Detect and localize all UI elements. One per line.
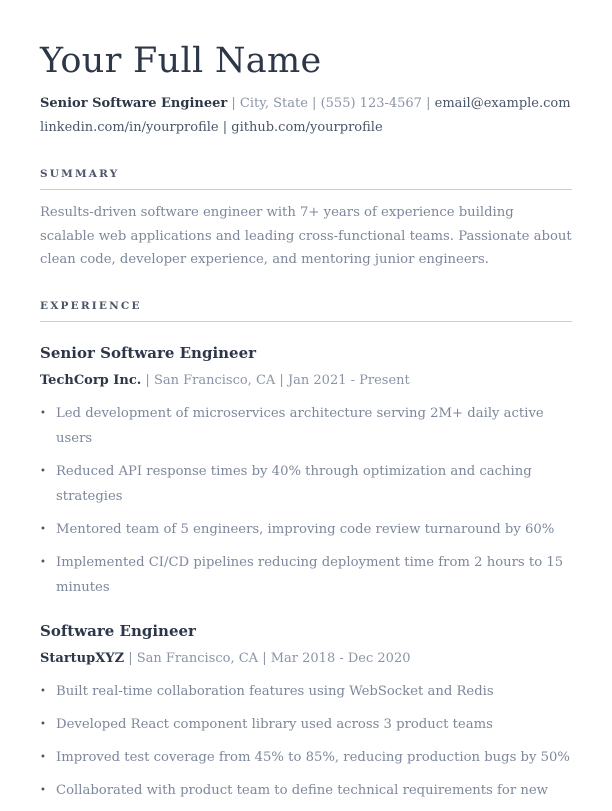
separator: |: [227, 96, 240, 111]
list-item: [40, 517, 572, 542]
linkedin-link[interactable]: linkedin.com/in/yourprofile: [40, 120, 219, 135]
company: StartupXYZ: [40, 650, 125, 666]
summary-heading: SUMMARY: [40, 168, 572, 190]
summary-text: Results-driven software engineer with 7+ years of experience building scalable web applications and leading cross-functional teams. Passionate about clean code, developer experience, and mentoring junior engineers.: [40, 205, 572, 267]
bullet-text: Collaborated with product team to define technical requirements for new: [56, 782, 548, 798]
job-meta: [40, 649, 572, 669]
experience-heading: EXPERIENCE: [40, 300, 572, 322]
company: TechCorp Inc.: [40, 372, 142, 388]
contact-info: [40, 92, 572, 140]
job-title: Software Engineer: [40, 621, 196, 640]
separator: |: [275, 372, 288, 388]
job-title: Senior Software Engineer: [40, 343, 257, 362]
bullet-icon: •: [40, 784, 46, 796]
full-name: Your Full Name: [40, 41, 322, 81]
github-link[interactable]: github.com/yourprofile: [231, 120, 383, 135]
separator: |: [421, 96, 435, 111]
bullet-icon: •: [40, 407, 46, 419]
bullet-text: Developed React component library used across 3 product teams: [56, 716, 493, 732]
bullet-icon: •: [40, 718, 46, 730]
list-item: [40, 550, 572, 600]
phone: (555) 123-4567: [320, 96, 422, 111]
separator: |: [141, 372, 154, 388]
resume-page: [40, 38, 572, 811]
job-meta: [40, 371, 572, 391]
separator: |: [124, 650, 137, 666]
separator: |: [218, 120, 232, 135]
experience-list: [40, 342, 572, 803]
bullet-list: [40, 679, 572, 803]
bullet-text: Built real-time collaboration features using WebSocket and Redis: [56, 683, 494, 699]
role: Senior Software Engineer: [40, 96, 228, 111]
bullet-icon: •: [40, 465, 46, 477]
bullet-icon: •: [40, 685, 46, 697]
job-dates: Mar 2018 - Dec 2020: [270, 650, 411, 666]
bullet-list: [40, 401, 572, 600]
location: City, State: [239, 96, 308, 111]
bullet-text: Mentored team of 5 engineers, improving code review turnaround by 60%: [56, 521, 555, 537]
bullet-text: Reduced API response times by 40% through optimization and caching strategies: [56, 463, 532, 504]
job-dates: Jan 2021 - Present: [287, 372, 410, 388]
email-link[interactable]: email@example.com: [434, 96, 571, 111]
list-item: [40, 745, 572, 770]
list-item: [40, 679, 572, 704]
list-item: [40, 459, 572, 509]
bullet-icon: •: [40, 556, 46, 568]
bullet-icon: •: [40, 751, 46, 763]
bullet-text: Led development of microservices architecture serving 2M+ daily active users: [56, 405, 544, 446]
list-item: [40, 401, 572, 451]
list-item: [40, 712, 572, 737]
job-location: San Francisco, CA: [153, 372, 276, 388]
separator: |: [258, 650, 271, 666]
list-item: [40, 778, 572, 803]
separator: |: [307, 96, 321, 111]
bullet-text: Implemented CI/CD pipelines reducing deployment time from 2 hours to 15 minutes: [56, 554, 564, 595]
bullet-icon: •: [40, 523, 46, 535]
bullet-text: Improved test coverage from 45% to 85%, reducing production bugs by 50%: [56, 749, 570, 765]
job-location: San Francisco, CA: [136, 650, 259, 666]
